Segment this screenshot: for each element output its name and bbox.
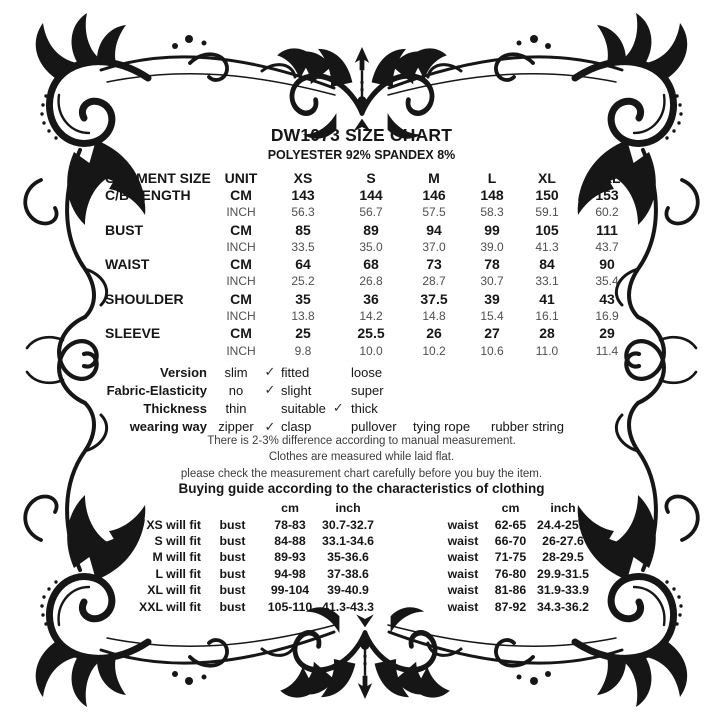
- guide-inch-range: 28-29.5: [542, 550, 584, 565]
- unit-inch-label: INCH: [226, 274, 256, 289]
- guide-part-label: bust: [219, 550, 246, 565]
- guide-part-label: waist: [447, 533, 479, 548]
- cm-value: 64: [295, 256, 311, 273]
- unit-inch-label: INCH: [226, 205, 256, 220]
- cm-value: 85: [295, 221, 311, 238]
- guide-cm-range: 87-92: [494, 599, 527, 614]
- buying-guide-header-row: [105, 500, 593, 516]
- guide-part-label: waist: [447, 566, 479, 581]
- feature-row-elasticity: [105, 381, 603, 399]
- guide-inch-range: 24.4-25.6: [537, 517, 589, 532]
- inch-value: 10.2: [422, 343, 446, 358]
- size-col-s: S: [366, 169, 376, 186]
- inch-value: 13.8: [291, 309, 315, 324]
- guide-part-label: waist: [447, 550, 479, 565]
- cm-value: 144: [359, 186, 383, 203]
- unit-cm-label: CM: [230, 325, 252, 342]
- inch-value: 30.7: [480, 274, 504, 289]
- guide-part-label: bust: [219, 599, 246, 614]
- unit-cm-label: CM: [230, 221, 252, 238]
- size-table: [105, 169, 639, 359]
- inch-value: 43.7: [595, 239, 619, 254]
- cm-value: 78: [484, 256, 500, 273]
- table-row-sleeve-cm: [105, 325, 639, 342]
- cm-value: 26: [426, 325, 442, 342]
- inch-value: 11.4: [595, 343, 619, 358]
- size-col-xl: XL: [538, 169, 556, 186]
- buying-guide-title: Buying guide according to the characteristics of clothing: [178, 481, 545, 496]
- feature-option: super: [351, 382, 384, 398]
- guide-row-xxl: [105, 598, 593, 614]
- guide-size-label: XS will fit: [146, 517, 201, 532]
- guide-size-label: XXL will fit: [139, 599, 201, 614]
- table-row-bust-cm: [105, 221, 639, 238]
- inch-value: 11.0: [535, 343, 559, 358]
- size-table-header-row: [105, 169, 639, 186]
- inch-value: 33.1: [535, 274, 559, 289]
- table-row-cb-length-cm: [105, 186, 639, 203]
- feature-option: slim: [224, 364, 248, 380]
- feature-label: Fabric-Elasticity: [106, 382, 207, 398]
- measure-label: BUST: [105, 221, 144, 238]
- feature-table: [105, 363, 603, 436]
- unit-cm-label: CM: [230, 290, 252, 307]
- feature-label: wearing way: [129, 419, 207, 435]
- cm-value: 153: [595, 186, 619, 203]
- measure-label: SLEEVE: [105, 325, 161, 342]
- guide-cm-range: 71-75: [494, 550, 527, 565]
- feature-label: Thickness: [143, 400, 207, 416]
- feature-option: suitable: [281, 400, 326, 416]
- guide-cm-range: 84-88: [274, 533, 306, 548]
- cm-value: 27: [484, 325, 500, 342]
- checkmark-icon: ✓: [264, 382, 276, 398]
- table-row-sleeve-inch: [105, 342, 639, 359]
- guide-size-label: XL will fit: [147, 583, 201, 598]
- guide-inch-range: 41.3-43.3: [322, 599, 374, 614]
- guide-cm-range: 76-80: [494, 566, 527, 581]
- feature-row-thickness: [105, 399, 603, 417]
- guide-row-s: [105, 533, 593, 549]
- note-line: There is 2-3% difference according to manual measurement.: [207, 435, 516, 447]
- guide-inch-range: 29.9-31.5: [537, 566, 589, 581]
- cm-value: 37.5: [420, 290, 448, 307]
- measure-label: WAIST: [105, 256, 150, 273]
- guide-part-label: bust: [219, 566, 246, 581]
- guide-inch-range: 39-40.9: [327, 583, 369, 598]
- unit-inch-label: INCH: [226, 309, 256, 324]
- inch-value: 16.1: [535, 309, 559, 324]
- cm-value: 111: [596, 221, 618, 238]
- cm-value: 41: [539, 290, 555, 307]
- checkmark-icon: ✓: [332, 400, 344, 416]
- size-col-m: M: [428, 169, 440, 186]
- garment-size-header: GARMENT SIZE: [105, 169, 211, 186]
- guide-cm-range: 94-98: [274, 566, 306, 581]
- guide-row-l: [105, 566, 593, 582]
- checkmark-icon: ✓: [264, 364, 276, 380]
- guide-size-label: S will fit: [154, 533, 201, 548]
- guide-cm-range: 66-70: [494, 533, 527, 548]
- guide-cm-range: 81-86: [494, 583, 527, 598]
- table-row-shoulder-inch: [105, 307, 639, 324]
- guide-inch-range: 31.9-33.9: [537, 583, 589, 598]
- inch-value: 41.3: [535, 239, 559, 254]
- guide-row-m: [105, 549, 593, 565]
- unit-cm-label: CM: [230, 256, 252, 273]
- feature-label: Version: [160, 364, 207, 380]
- table-row-waist-cm: [105, 255, 639, 272]
- inch-value: 56.3: [291, 205, 315, 220]
- cm-value: 25: [295, 325, 311, 342]
- cm-column-header: cm: [281, 501, 299, 516]
- guide-part-label: bust: [219, 517, 246, 532]
- page-title: DW1073 SIZE CHART: [270, 125, 453, 145]
- cm-value: 89: [363, 221, 379, 238]
- inch-value: 56.7: [359, 205, 383, 220]
- guide-inch-range: 34.3-36.2: [537, 599, 589, 614]
- cm-value: 143: [291, 186, 315, 203]
- inch-value: 26.8: [359, 274, 383, 289]
- cm-value: 146: [422, 186, 446, 203]
- inch-value: 37.0: [422, 239, 446, 254]
- inch-value: 10.6: [480, 343, 504, 358]
- guide-part-label: bust: [219, 533, 246, 548]
- feature-option: thin: [225, 400, 247, 416]
- feature-option: tying rope: [413, 419, 471, 435]
- cm-value: 36: [363, 290, 379, 307]
- guide-inch-range: 37-38.6: [327, 566, 369, 581]
- guide-inch-range: 26-27.6: [542, 533, 584, 548]
- guide-part-label: bust: [219, 583, 246, 598]
- table-row-shoulder-cm: [105, 290, 639, 307]
- feature-option: loose: [351, 364, 383, 380]
- cm-value: 90: [599, 256, 615, 273]
- unit-cm-label: CM: [230, 186, 252, 203]
- feature-option: fitted: [281, 364, 310, 380]
- guide-inch-range: 35-36.6: [327, 550, 369, 565]
- measure-label: C/B LENGTH: [105, 186, 191, 203]
- inch-value: 39.0: [480, 239, 504, 254]
- guide-cm-range: 99-104: [270, 583, 310, 598]
- cm-value: 94: [426, 221, 442, 238]
- feature-option: thick: [351, 400, 378, 416]
- cm-value: 25.5: [357, 325, 385, 342]
- cm-value: 148: [480, 186, 504, 203]
- inch-column-header: inch: [550, 501, 576, 516]
- cm-value: 43: [599, 290, 615, 307]
- table-row-waist-inch: [105, 273, 639, 290]
- inch-value: 14.8: [422, 309, 446, 324]
- cm-value: 35: [295, 290, 311, 307]
- guide-row-xl: [105, 582, 593, 598]
- size-col-xs: XS: [293, 169, 313, 186]
- unit-header: UNIT: [224, 169, 258, 186]
- measure-label: SHOULDER: [105, 290, 184, 307]
- inch-value: 10.0: [359, 343, 383, 358]
- cm-value: 68: [363, 256, 379, 273]
- guide-part-label: waist: [447, 583, 479, 598]
- inch-value: 35.4: [595, 274, 619, 289]
- inch-value: 15.4: [480, 309, 504, 324]
- table-row-bust-inch: [105, 238, 639, 255]
- inch-value: 16.9: [595, 309, 619, 324]
- checkmark-icon: ✓: [264, 418, 276, 434]
- fabric-composition: POLYESTER 92% SPANDEX 8%: [267, 148, 456, 162]
- feature-option: slight: [281, 382, 312, 398]
- guide-part-label: waist: [447, 599, 479, 614]
- measurement-notes: [0, 433, 723, 482]
- inch-value: 33.5: [291, 239, 315, 254]
- cm-column-header: cm: [501, 501, 520, 516]
- inch-value: 28.7: [422, 274, 446, 289]
- cm-value: 29: [599, 325, 615, 342]
- guide-cm-range: 78-83: [274, 517, 306, 532]
- guide-part-label: waist: [447, 517, 479, 532]
- inch-value: 25.2: [291, 274, 315, 289]
- cm-value: 39: [484, 290, 500, 307]
- inch-value: 57.5: [422, 205, 446, 220]
- note-line: please check the measurement chart carefully before you buy the item.: [180, 467, 543, 480]
- guide-inch-range: 30.7-32.7: [322, 517, 374, 532]
- inch-value: 9.8: [294, 343, 312, 358]
- feature-option: zipper: [218, 419, 254, 435]
- inch-value: 35.0: [359, 239, 383, 254]
- guide-size-label: L will fit: [155, 566, 201, 581]
- guide-inch-range: 33.1-34.6: [322, 533, 374, 548]
- size-col-l: L: [487, 169, 497, 186]
- feature-option: pullover: [351, 419, 397, 435]
- inch-value: 58.3: [480, 205, 504, 220]
- inch-value: 14.2: [359, 309, 383, 324]
- cm-value: 73: [426, 256, 442, 273]
- cm-value: 150: [535, 186, 559, 203]
- guide-size-label: M will fit: [152, 550, 201, 565]
- guide-cm-range: 62-65: [494, 517, 527, 532]
- feature-row-version: [105, 363, 603, 381]
- inch-value: 60.2: [595, 205, 619, 220]
- inch-value: 59.1: [535, 205, 559, 220]
- cm-value: 99: [484, 221, 500, 238]
- cm-value: 105: [535, 221, 559, 238]
- feature-option: clasp: [281, 419, 312, 435]
- cm-value: 28: [539, 325, 555, 342]
- feature-option: rubber string: [491, 419, 564, 435]
- guide-row-xs: [105, 516, 593, 532]
- buying-guide-table: [105, 500, 593, 615]
- cm-value: 84: [539, 256, 555, 273]
- note-line: Clothes are measured while laid flat.: [268, 451, 455, 464]
- feature-option: no: [228, 382, 244, 398]
- guide-cm-range: 89-93: [274, 550, 306, 565]
- unit-inch-label: INCH: [226, 239, 256, 254]
- guide-cm-range: 105-110: [267, 599, 313, 614]
- unit-inch-label: INCH: [226, 343, 256, 358]
- inch-column-header: inch: [335, 501, 361, 516]
- table-row-cb-length-inch: [105, 204, 639, 221]
- size-col-xxl: XXL: [593, 169, 621, 186]
